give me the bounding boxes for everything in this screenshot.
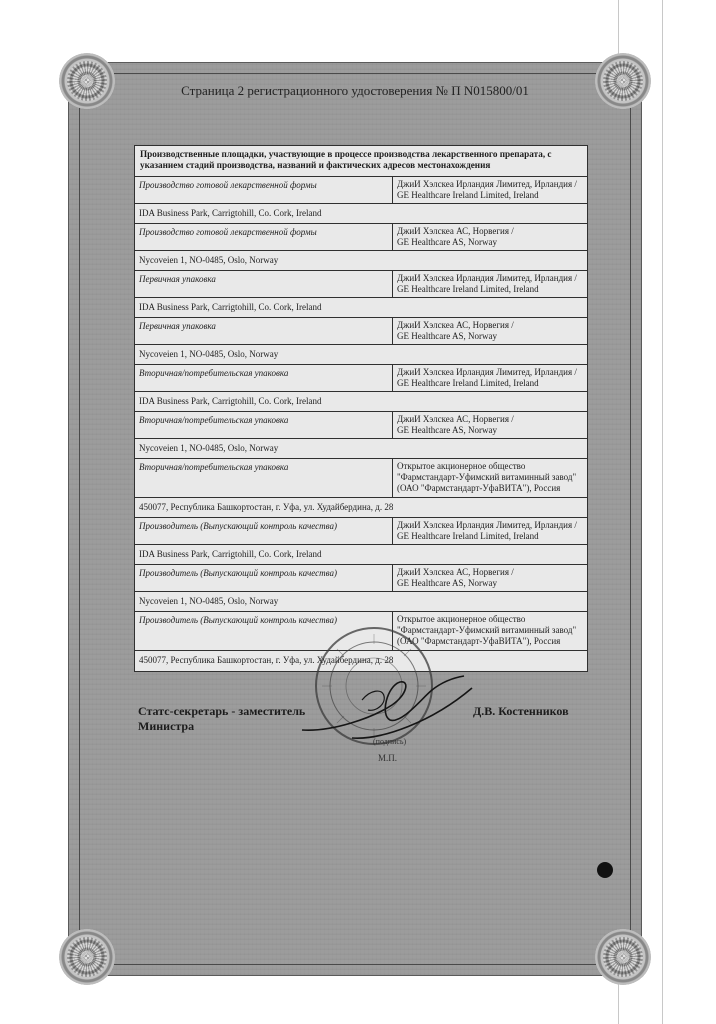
- manufacturer-line: ДжиИ Хэлскеа Ирландия Лимитед, Ирландия /: [397, 179, 577, 189]
- site-address: Nycoveien 1, NO-0485, Oslo, Norway: [135, 251, 587, 271]
- manufacturer-line: "Фармстандарт-Уфимский витаминный завод": [397, 625, 577, 635]
- production-stage: Производитель (Выпускающий контроль качества): [135, 518, 393, 544]
- manufacturer: [393, 177, 587, 203]
- corner-rosette-icon: [595, 929, 651, 985]
- page-title: Страница 2 регистрационного удостоверения № П N015800/01: [181, 83, 529, 98]
- manufacturer-line: ДжиИ Хэлскеа АС, Норвегия /: [397, 226, 514, 236]
- site-address: 450077, Республика Башкортостан, г. Уфа, ул. Худайбердина, д. 28: [139, 655, 394, 665]
- site-address: Nycoveien 1, NO-0485, Oslo, Norway: [135, 345, 587, 365]
- table-row: [135, 518, 587, 545]
- manufacturer: [393, 224, 587, 250]
- manufacturer-line: (ОАО "Фармстандарт-УфаВИТА"), Россия: [397, 636, 561, 646]
- manufacturer-line: ДжиИ Хэлскеа АС, Норвегия /: [397, 567, 514, 577]
- production-stage: Первичная упаковка: [135, 271, 393, 297]
- manufacturer: [393, 271, 587, 297]
- manufacturer-line: GE Healthcare Ireland Limited, Ireland: [397, 190, 539, 200]
- production-stage: Производство готовой лекарственной формы: [135, 224, 393, 250]
- manufacturer: [393, 565, 587, 591]
- site-address: IDA Business Park, Carrigtohill, Co. Cork, Ireland: [135, 392, 587, 412]
- table-row: [135, 271, 587, 298]
- manufacturer: [393, 412, 587, 438]
- manufacturer-line: GE Healthcare Ireland Limited, Ireland: [397, 284, 539, 294]
- manufacturer-line: "Фармстандарт-Уфимский витаминный завод": [397, 472, 577, 482]
- manufacturer-line: GE Healthcare Ireland Limited, Ireland: [397, 531, 539, 541]
- manufacturer-line: ДжиИ Хэлскеа Ирландия Лимитед, Ирландия /: [397, 367, 577, 377]
- production-stage: Вторичная/потребительская упаковка: [135, 412, 393, 438]
- site-address: IDA Business Park, Carrigtohill, Co. Cork, Ireland: [135, 298, 587, 318]
- signer-position: [138, 704, 305, 734]
- site-address: IDA Business Park, Carrigtohill, Co. Cork, Ireland: [135, 545, 587, 565]
- manufacturer-line: ДжиИ Хэлскеа АС, Норвегия /: [397, 414, 514, 424]
- manufacturer-line: GE Healthcare AS, Norway: [397, 237, 497, 247]
- site-address: Nycoveien 1, NO-0485, Oslo, Norway: [135, 439, 587, 459]
- table-row: [135, 565, 587, 592]
- table-row: [135, 224, 587, 251]
- production-stage: Вторичная/потребительская упаковка: [135, 365, 393, 391]
- manufacturer-line: ДжиИ Хэлскеа Ирландия Лимитед, Ирландия /: [397, 273, 577, 283]
- manufacturer: [393, 459, 587, 497]
- site-address: Nycoveien 1, NO-0485, Oslo, Norway: [135, 592, 587, 612]
- site-address: 450077, Республика Башкортостан, г. Уфа, ул. Худайбердина, д. 28: [135, 498, 587, 518]
- table-row: [135, 459, 587, 498]
- production-stage: Вторичная/потребительская упаковка: [135, 459, 393, 497]
- corner-rosette-icon: [595, 53, 651, 109]
- site-address: IDA Business Park, Carrigtohill, Co. Cork, Ireland: [135, 204, 587, 224]
- manufacturer-line: Открытое акционерное общество: [397, 614, 526, 624]
- manufacturer-line: GE Healthcare AS, Norway: [397, 425, 497, 435]
- table-row: [135, 412, 587, 439]
- manufacturer: [393, 365, 587, 391]
- signature-caption: (подпись): [373, 737, 407, 746]
- manufacturer-line: GE Healthcare AS, Norway: [397, 578, 497, 588]
- binder-hole: [597, 862, 613, 878]
- table-header: Производственные площадки, участвующие в процессе производства лекарственного препарата, с указанием стадий производства, названий и фактических адресов местонахождения: [135, 146, 587, 177]
- production-stage: Первичная упаковка: [135, 318, 393, 344]
- production-sites-table: [134, 145, 588, 672]
- manufacturer: [393, 318, 587, 344]
- table-row: [135, 177, 587, 204]
- signer-position-line2: Министра: [138, 719, 195, 733]
- manufacturer-line: GE Healthcare Ireland Limited, Ireland: [397, 378, 539, 388]
- manufacturer: [393, 518, 587, 544]
- manufacturer-line: (ОАО "Фармстандарт-УфаВИТА"), Россия: [397, 483, 561, 493]
- manufacturer-line: ДжиИ Хэлскеа АС, Норвегия /: [397, 320, 514, 330]
- production-stage: Производитель (Выпускающий контроль качества): [135, 565, 393, 591]
- table-row: [135, 365, 587, 392]
- manufacturer-line: ДжиИ Хэлскеа Ирландия Лимитед, Ирландия /: [397, 520, 577, 530]
- table-row: [135, 318, 587, 345]
- production-stage: Производство готовой лекарственной формы: [135, 177, 393, 203]
- production-stage: Производитель (Выпускающий контроль качества): [135, 612, 393, 650]
- manufacturer-line: Открытое акционерное общество: [397, 461, 526, 471]
- seal-caption: М.П.: [378, 753, 398, 763]
- corner-rosette-icon: [59, 929, 115, 985]
- signer-position-line1: Статс-секретарь - заместитель: [138, 704, 306, 718]
- manufacturer-line: GE Healthcare AS, Norway: [397, 331, 497, 341]
- signer-name: Д.В. Костенников: [473, 704, 569, 718]
- corner-rosette-icon: [59, 53, 115, 109]
